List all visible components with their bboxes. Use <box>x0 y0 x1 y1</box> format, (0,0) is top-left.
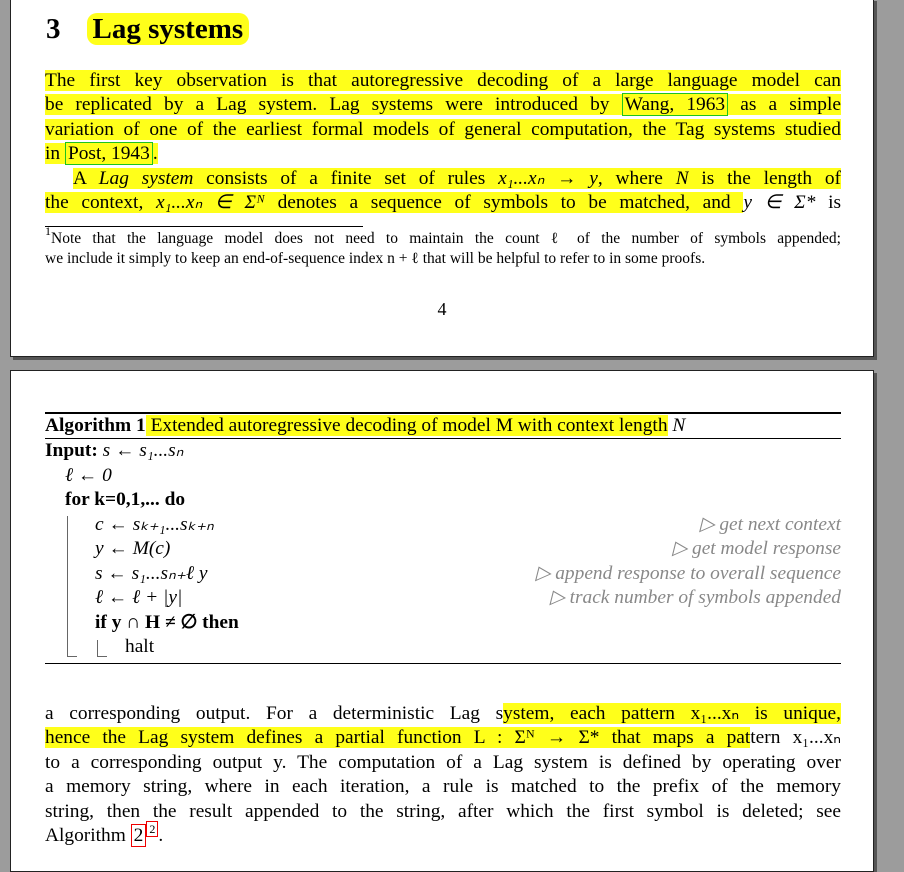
text-line: . <box>152 143 158 165</box>
if-scope-end <box>97 656 107 657</box>
text-line: in <box>45 143 65 165</box>
text-line: The first key observation is that autoregressive decoding of a large language model can <box>45 70 841 91</box>
algorithm-line <box>45 513 841 537</box>
algorithm-title: Extended autoregressive decoding of model M with context length <box>145 415 668 436</box>
algorithm-line <box>45 464 841 488</box>
paragraph-deterministic-lag <box>45 702 841 848</box>
text-line: string, then the result appended to the string, after which the first symbol is deleted; see <box>45 800 841 822</box>
code-text: halt <box>125 636 155 657</box>
loop-scope-line <box>67 516 68 656</box>
math-output: y ∈ Σ* <box>743 192 816 214</box>
text-run: is <box>815 192 842 214</box>
paragraph-intro <box>45 69 841 167</box>
footnote-1 <box>45 224 841 269</box>
footnote-text: we include it simply to keep an end-of-sequence index n + ℓ that will be helpful to refer to in some proofs. <box>45 250 706 267</box>
algorithm-2-link[interactable]: 2 <box>131 824 147 847</box>
algorithm-label: Algorithm 1 <box>45 415 146 436</box>
algorithm-comment: ▷ append response to overall sequence <box>535 563 841 584</box>
algorithm-comment: ▷ get next context <box>699 514 841 535</box>
algorithm-caption <box>45 414 841 438</box>
text-run: consists of a finite set of rules <box>193 168 499 189</box>
algorithm-line <box>45 586 841 610</box>
algorithm-1 <box>45 412 841 657</box>
section-heading <box>46 13 249 46</box>
footnote-rule <box>45 226 363 227</box>
input-label: Input: <box>45 440 98 461</box>
algorithm-line <box>45 611 841 635</box>
code-text: y ← M(c) <box>95 538 171 559</box>
text-line: to a corresponding output y. The computation of a Lag system is defined by operating over <box>45 751 841 773</box>
input-value: s ← s₁...sₙ <box>97 440 184 461</box>
algorithm-comment: ▷ track number of symbols appended <box>549 587 841 608</box>
code-text: c ← sₖ₊₁...sₖ₊ₙ <box>95 514 214 535</box>
text-run: , where <box>597 168 676 189</box>
text-run: hence the Lag system defines a partial function L : Σᴺ → Σ* that maps a pat <box>45 727 751 749</box>
algorithm-comment: ▷ get model response <box>672 538 841 559</box>
code-text: s ← s₁...sₙ₊ℓ y <box>95 563 208 584</box>
algorithm-line <box>45 562 841 586</box>
footnote-mark: 1 <box>45 224 51 238</box>
citation-post-1943[interactable]: Post, 1943 <box>65 142 153 165</box>
footnote-2-link[interactable]: 2 <box>146 821 158 837</box>
algorithm-input <box>45 439 841 463</box>
text-run: Algorithm <box>45 825 131 847</box>
section-title: Lag systems <box>87 13 250 45</box>
algorithm-line <box>45 635 841 659</box>
math-rule: x₁...xₙ → y <box>498 168 598 189</box>
text-run: a corresponding output. For a deterministic Lag s <box>45 703 504 724</box>
math-N: N <box>667 415 686 436</box>
algorithm-bottom-rule <box>45 663 841 664</box>
text-run: ystem, each pattern x₁...xₙ is unique, <box>503 703 842 724</box>
text-line: as a simple <box>728 94 841 116</box>
citation-wang-1963[interactable]: Wang, 1963 <box>622 93 729 116</box>
code-text: if y ∩ H ≠ ∅ then <box>95 612 239 633</box>
footnote-text: Note that the language model does not need to maintain the count ℓ of the number of symbols appended; <box>51 230 841 247</box>
page-number: 4 <box>437 299 447 319</box>
code-text: ℓ ← ℓ + |y| <box>95 587 183 608</box>
code-text: for k=0,1,... do <box>65 489 186 510</box>
text-run: A <box>73 168 99 189</box>
loop-scope-end <box>67 656 77 657</box>
code-text: ℓ ← 0 <box>65 465 112 486</box>
text-run: is the length of <box>688 168 841 189</box>
text-run: . <box>158 825 164 847</box>
text-line: be replicated by a Lag system. Lag systems were introduced by <box>45 94 622 116</box>
text-run: denotes a sequence of symbols to be matched, and <box>264 192 744 214</box>
section-number: 3 <box>46 13 61 45</box>
math-N: N <box>675 168 689 189</box>
if-scope-line <box>97 640 98 656</box>
paragraph-lag-definition <box>45 167 841 216</box>
algorithm-line <box>45 537 841 561</box>
document-page-4 <box>10 0 874 357</box>
text-run: the context, <box>45 192 156 214</box>
text-run: tern x₁...xₙ <box>750 727 841 749</box>
text-line: variation of one of the earliest formal models of general computation, the Tag systems studied <box>45 118 841 140</box>
math-context: x₁...xₙ ∈ Σᴺ <box>155 192 265 214</box>
document-page-5 <box>10 370 874 872</box>
algorithm-line <box>45 488 841 512</box>
emphasis-term: Lag system <box>98 168 194 189</box>
text-line: a memory string, where in each iteration, a rule is matched to the prefix of the memory <box>45 776 841 798</box>
